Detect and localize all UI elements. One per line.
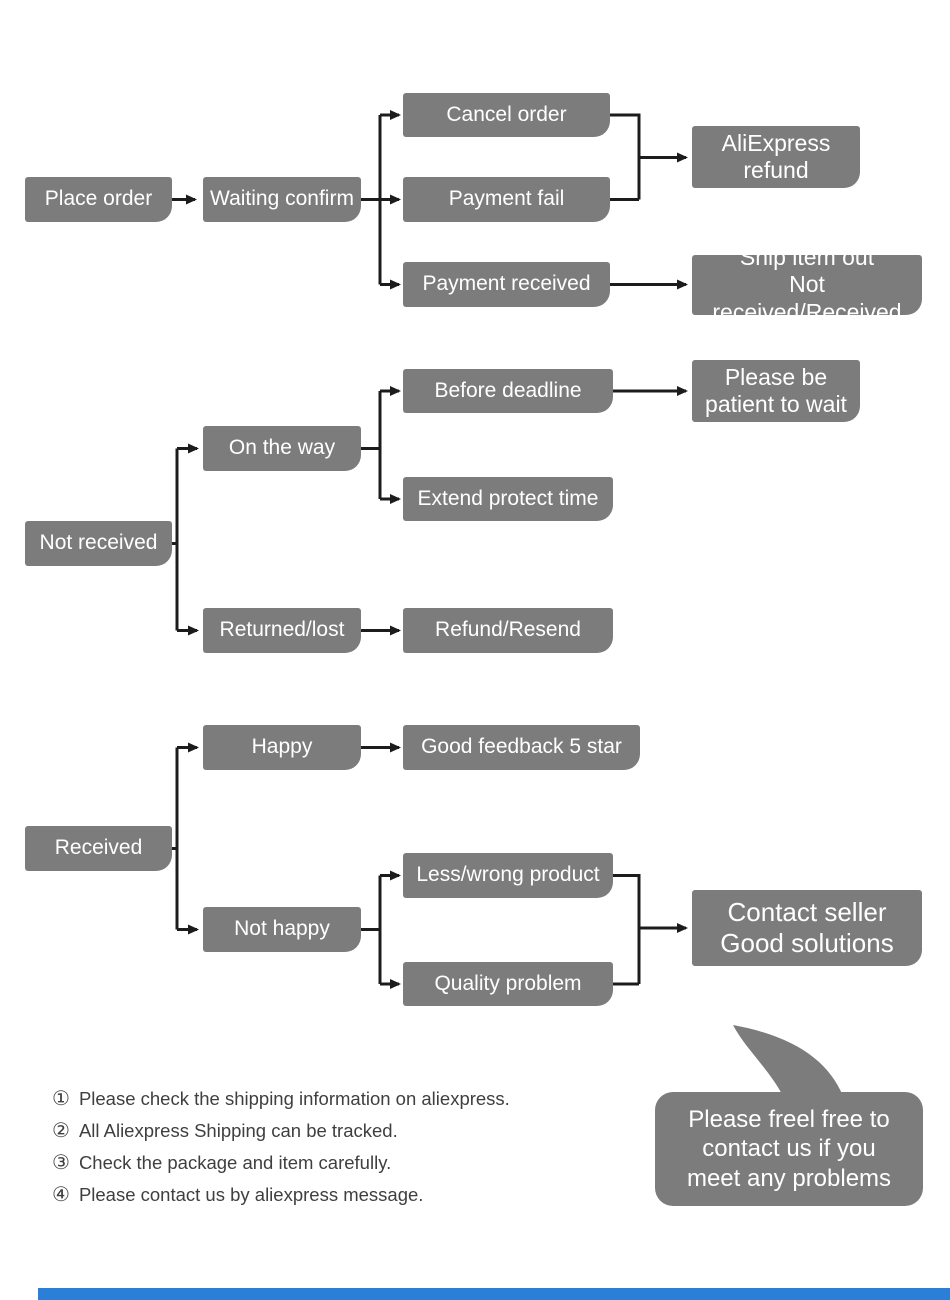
notes-list [52,1088,510,1206]
circled-number-icon: ③ [52,1152,70,1174]
note-item-4 [52,1184,510,1206]
node-label: Please be [724,363,828,390]
note-text: Please check the shipping information on aliexpress. [78,1088,510,1109]
note-item-1 [52,1088,510,1110]
node-waiting-confirm [203,177,361,222]
node-label: Extend protect time [417,486,599,510]
node-label: Not happy [234,917,330,941]
node-label: Good feedback 5 star [421,735,622,759]
node-on-the-way [203,426,361,471]
node-received [25,826,172,871]
node-label: Cancel order [446,102,567,126]
circled-number-icon: ② [52,1120,70,1142]
node-label: Refund/Resend [435,618,581,642]
node-label: Payment fail [448,187,565,211]
node-label: Place order [44,187,153,211]
note-item-3 [52,1152,510,1174]
node-label: Payment received [422,272,591,296]
node-label: Happy [251,735,313,759]
bubble-tail [733,1025,843,1096]
node-before-deadline [403,369,613,413]
node-happy [203,725,361,770]
node-label: Less/wrong product [416,863,600,887]
node-label: AliExpress [721,129,831,156]
bubble-text: contact us if you [702,1135,876,1163]
bubble-text: meet any problems [686,1164,892,1192]
node-payment-received [403,262,610,307]
node-returned-lost [203,608,361,653]
node-label: Waiting confirm [210,187,354,211]
node-place-order [25,177,172,222]
node-extend-protect-time [403,477,613,521]
note-text: Check the package and item carefully. [78,1152,392,1173]
node-label: Not received [39,531,158,555]
node-good-feedback [403,725,640,770]
bubble-text: Please freel free to [688,1106,890,1134]
circled-number-icon: ① [52,1088,70,1110]
node-quality-problem [403,962,613,1006]
node-contact-seller [692,890,922,966]
node-label: Before deadline [434,378,582,402]
circled-number-icon: ④ [52,1184,70,1206]
node-label: Ship item out [739,244,875,271]
node-label: On the way [228,436,336,460]
node-label: patient to wait [705,391,847,417]
bottom-divider-bar [38,1288,950,1300]
node-label: Received [54,836,143,860]
node-label: Returned/lost [219,618,345,642]
note-text: Please contact us by aliexpress message. [78,1184,424,1205]
note-text: All Aliexpress Shipping can be tracked. [78,1120,398,1141]
node-label: Contact seller [727,897,887,928]
node-not-received [25,521,172,566]
node-less-wrong-product [403,853,613,898]
node-label: Good solutions [720,928,894,958]
node-not-happy [203,907,361,952]
node-label: refund [743,157,809,183]
note-item-2 [52,1120,510,1142]
node-payment-fail [403,177,610,222]
node-ship-item-out [692,244,922,325]
node-aliexpress-refund [692,126,860,188]
node-please-be-patient [692,360,860,422]
node-refund-resend [403,608,613,653]
node-label: Quality problem [434,971,582,995]
contact-speech-bubble [655,1092,923,1206]
node-label: Not received/Received [712,271,902,325]
node-cancel-order [403,93,610,137]
